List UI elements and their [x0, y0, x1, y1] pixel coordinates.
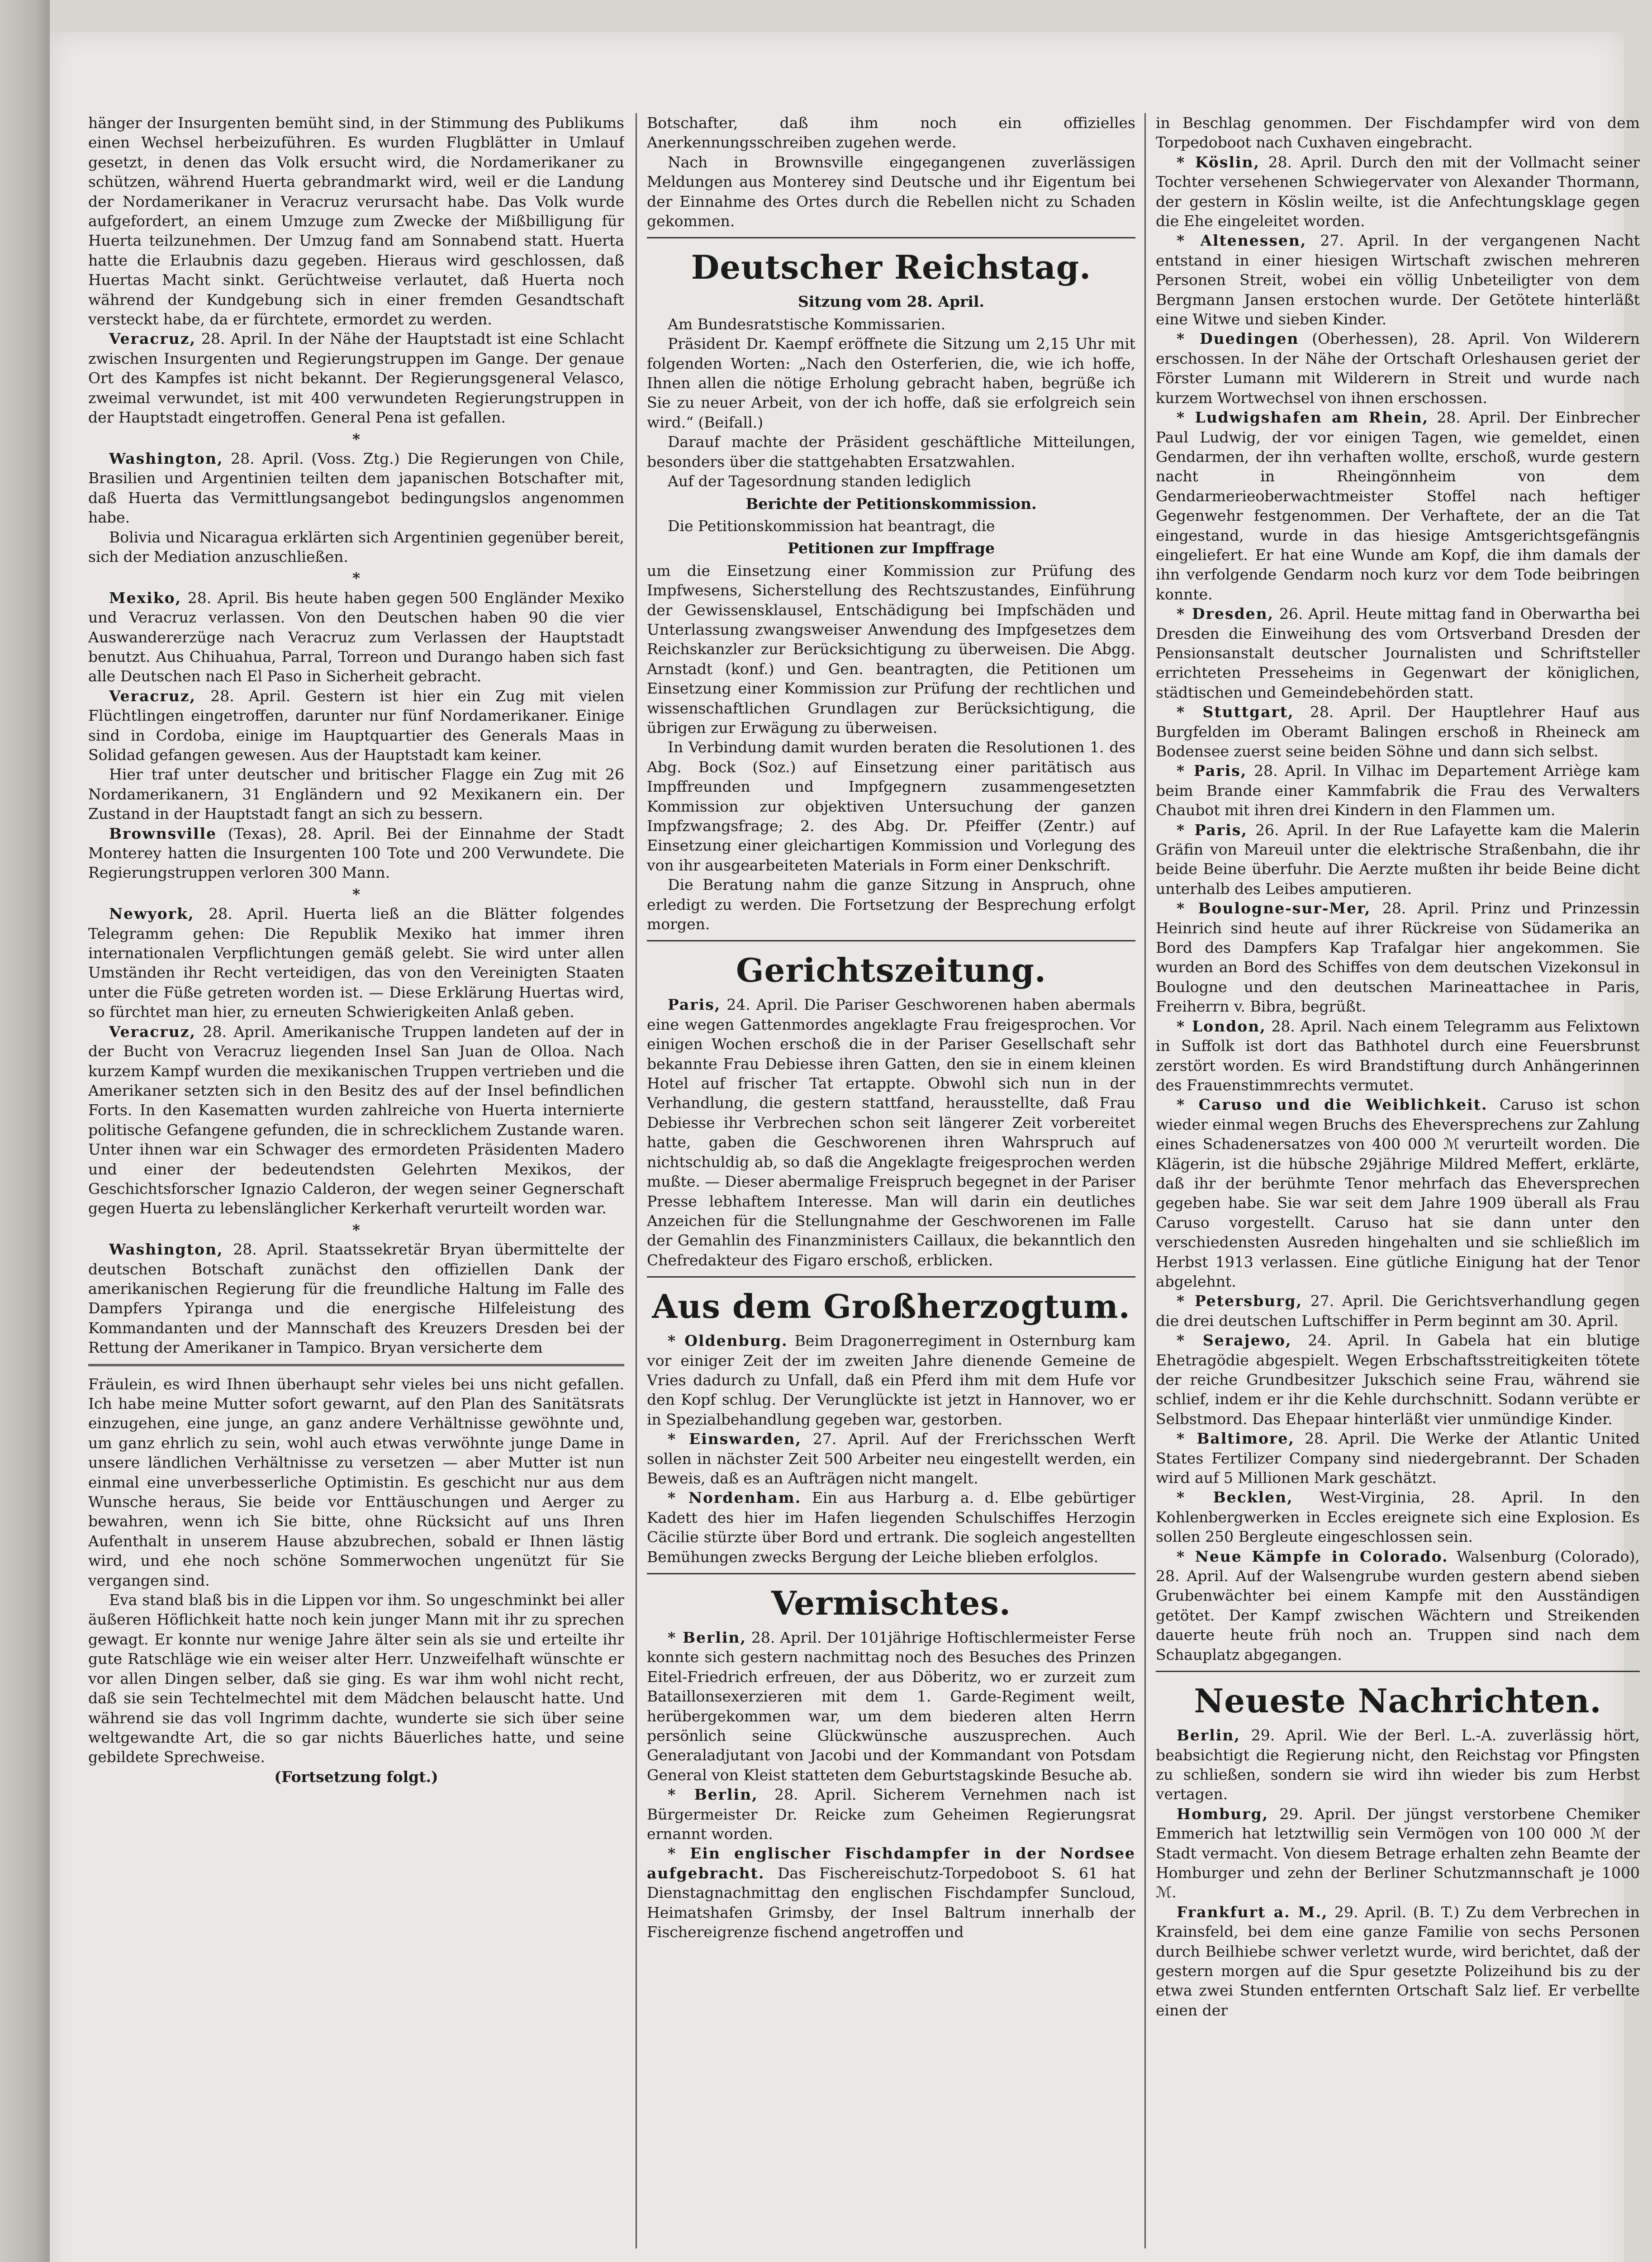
- dateline-place: * Petersburg,: [1177, 1292, 1303, 1310]
- section-divider: [1156, 1671, 1640, 1672]
- article-paragraph: * Berlin, 28. April. Der 101jährige Hoftischlermeister Ferse konnte sich gestern nachmittag noch des Besuches des Prinzen Eitel-Friedrich erfreuen, der aus Döberitz, wo er zurzeit zum Bataillonsexerzieren mit dem 1. Garde-Regiment weilt, herübergekommen war, um dem biederen alten Herrn persönlich seine Glückwünsche auszusprechen. Auch Generaladjutant von Jacobi und der Kommandant von Potsdam General von Kleist statteten dem Geburtstagskinde Besuche ab.: [647, 1629, 1135, 1784]
- article-paragraph: * London, 28. April. Nach einem Telegramm aus Felixtown in Suffolk ist dort das Bathhotel durch eine Feuersbrunst zerstört worden. Es wird Brandstiftung durch Anhängerinnen des Frauenstimmrechts vermutet.: [1156, 1017, 1640, 1094]
- article-paragraph: hänger der Insurgenten bemüht sind, in der Stimmung des Publikums einen Wechsel herbeizuführen. Es wurden Flugblätter in Umlauf gesetzt, in denen das Volk ersucht wird, die Nordamerikaner zu schützen, während Huerta gebrandmarkt wird, weil er die Landung der Nordamerikaner in Veracruz verursacht habe. Das Volk wurde aufgefordert, an einem Umzuge zum Zwecke der Mißbilligung für Huerta teilzunehmen. Der Umzug fand am Sonnabend statt. Huerta hatte die Erlaubnis dazu gegeben. Hieraus wird geschlossen, daß Huertas Macht sinkt. Gerüchtweise verlautet, daß Huerta noch während der Kundgebung sich in einer fremden Gesandtschaft versteckt habe, da er fürchtete, ermordet zu werden.: [88, 114, 624, 328]
- dateline-place: * Oldenburg.: [668, 1332, 788, 1350]
- article-paragraph: Veracruz, 28. April. Gestern ist hier ein Zug mit vielen Flüchtlingen eingetroffen, darunter nur fünf Nordamerikaner. Einige sind in Cordoba, einige im Hauptquartier des Generals Maas in Solidad gefangen gewesen. Aus der Hauptstadt kam keiner.: [88, 687, 624, 764]
- article-paragraph: Washington, 28. April. (Voss. Ztg.) Die Regierungen von Chile, Brasilien und Argentinien teilten dem japanischen Botschafter mit, daß Huerta das Vermittlungsangebot bedingungslos angenommen habe.: [88, 449, 624, 527]
- article-paragraph: * Baltimore, 28. April. Die Werke der Atlantic United States Fertilizer Company sind niedergebrannt. Der Schaden wird auf 5 Millionen Mark geschätzt.: [1156, 1430, 1640, 1487]
- feuilleton-paragraph: Eva stand blaß bis in die Lippen vor ihm. So ungeschminkt bei aller äußeren Höflichkeit hatte noch kein junger Mann mit ihr zu sprechen gewagt. Er konnte nur wenige Jahre älter sein als sie und erteilte ihr gute Ratschläge wie ein weiser alter Herr. Unzweifelhaft wünschte er vor allen Dingen selber, daß sie ging. Es war ihm wohl nicht recht, daß sie sein Techtelmechtel mit dem Mädchen belauscht hatte. Und während sie das voll Ingrimm dachte, wunderte sie sich über seine weltgewandte Art, die so gar nichts Bäuerliches hatte, und seine gebildete Sprechweise.: [88, 1591, 624, 1766]
- dateline-place: Veracruz,: [109, 687, 196, 705]
- article-paragraph: * Berlin, 28. April. Sicherem Vernehmen nach ist Bürgermeister Dr. Reicke zum Geheimen Regierungsrat ernannt worden.: [647, 1786, 1135, 1843]
- dateline-place: * Paris,: [1177, 821, 1248, 839]
- article-paragraph: Am Bundesratstische Kommissarien.: [668, 315, 946, 333]
- dateline-place: * Dresden,: [1177, 605, 1274, 623]
- article-paragraph: * Neue Kämpfe in Colorado. Walsenburg (Colorado), 28. April. Auf der Walsengrube wurden gestern abend sieben Grubenwächter bei einem Kampfe mit den Ausständigen getötet. Der Kampf zwischen Wächtern und Streikenden dauerte heute früh noch an. Truppen sind nach dem Schauplatz abgegangen.: [1156, 1547, 1640, 1663]
- article-paragraph: * Duedingen (Oberhessen), 28. April. Von Wilderern erschossen. In der Nähe der Ortschaft Orleshausen geriet der Förster Lumann mit Wilderern in Streit und wurde nach kurzem Wortwechsel von ihnen erschossen.: [1156, 330, 1640, 407]
- dateline-place: * Berlin,: [668, 1786, 758, 1804]
- article-paragraph: Präsident Dr. Kaempf eröffnete die Sitzung um 2,15 Uhr mit folgenden Worten: „Nach den Osterferien, die, wie ich hoffe, Ihnen allen die nötige Erholung gebracht haben, begrüße ich Sie zu neuer Arbeit, von der ich hoffe, daß sie erfolgreich sein wird.“ (Beifall.): [647, 335, 1135, 431]
- article-paragraph: Nach in Brownsville eingegangenen zuverlässigen Meldungen aus Monterey sind Deutsche und ihr Eigentum bei der Einnahme des Ortes durch die Rebellen nicht zu Schaden gekommen.: [647, 153, 1135, 230]
- dateline-place: Veracruz,: [109, 1022, 196, 1041]
- column-1: [88, 113, 624, 2262]
- column-2: [647, 113, 1135, 2262]
- dateline-place: * Caruso und die Weiblichkeit.: [1177, 1096, 1488, 1114]
- column-rule: [1144, 113, 1146, 2248]
- article-paragraph: * Petersburg, 27. April. Die Gerichtsverhandlung gegen die drei deutschen Luftschiffer in Perm beginnt am 30. April.: [1156, 1292, 1640, 1330]
- article-paragraph: * Boulogne-sur-Mer, 28. April. Prinz und Prinzessin Heinrich sind heute auf ihrer Rückreise von Südamerika an Bord des Dampfers Kap Trafalgar hier angekommen. Sie wurden an Bord des Schiffes von dem deutschen Vizekonsul in Boulogne und den deutschen Marineattachee in Paris, Freiherrn v. Bibra, begrüßt.: [1156, 899, 1640, 1016]
- dateline-place: * Boulogne-sur-Mer,: [1177, 899, 1371, 917]
- article-paragraph: In Verbindung damit wurden beraten die Resolutionen 1. des Abg. Bock (Soz.) auf Einsetzung einer paritätisch aus Impffreunden und Impfgegnern zusammengesetzten Kommission zur objektiven Untersuchung der ganzen Impfzwangsfrage; 2. des Abg. Dr. Pfeiffer (Zentr.) auf Einsetzung einer gleichartigen Kommission und Vorlegung des von ihr ausgearbeiteten Materials in Form einer Denkschrift.: [647, 738, 1135, 874]
- dateline-place: * Köslin,: [1177, 153, 1260, 171]
- column-3: [1156, 113, 1640, 2262]
- article-paragraph: * Ludwigshafen am Rhein, 28. April. Der Einbrecher Paul Ludwig, der vor einigen Tagen, wie gemeldet, einen Gendarmen, der ihn verhaften wollte, erschoß, wurde gestern nacht in Rheingönnheim von dem Gendarmerieoberwachtmeister Stoffel nach heftiger Gegenwehr festgenommen. Der Verhaftete, der an die Tat eingestand, wurde in das hiesige Amtsgerichtsgefängnis eingeliefert. Er hat eine Wunde am Kopf, die ihm damals der ihn verfolgende Gendarm noch kurz vor dem Tode beibringen konnte.: [1156, 409, 1640, 603]
- section-divider: [647, 1276, 1135, 1278]
- dateline-place: * Einswarden,: [668, 1430, 802, 1448]
- dateline-place: Paris,: [668, 996, 721, 1014]
- article-paragraph: Bolivia und Nicaragua erklärten sich Argentinien gegenüber bereit, sich der Mediation anzuschließen.: [88, 528, 624, 566]
- dateline-place: * Duedingen: [1177, 330, 1299, 348]
- article-paragraph: * Dresden, 26. April. Heute mittag fand in Oberwartha bei Dresden die Einweihung des vom Ortsverband Dresden der Pensionsanstalt deutscher Journalisten und Schriftsteller errichteten Presseheims in Gegenwart der königlichen, städtischen und Gemeindebehörden statt.: [1156, 605, 1640, 701]
- dateline-place: Mexiko,: [109, 589, 182, 607]
- section-heading-grossherzogtum: Aus dem Großherzogtum.: [652, 1287, 1130, 1326]
- feuilleton-divider: [88, 1364, 624, 1366]
- dateline-place: * Becklen,: [1177, 1488, 1293, 1506]
- separator-star: *: [352, 430, 361, 448]
- subheading: Sitzung vom 28. April.: [798, 293, 985, 311]
- article-paragraph: * Köslin, 28. April. Durch den mit der Vollmacht seiner Tochter versehenen Schwiegervater von Alexander Thormann, der gestern in Köslin weilte, ist die Anfechtungsklage gegen die Ehe eingeleitet worden.: [1156, 153, 1640, 230]
- article-paragraph: * Stuttgart, 28. April. Der Hauptlehrer Hauf aus Burgfelden im Oberamt Balingen erschoß in Rheineck am Bodensee zuerst seine beiden Söhne und dann sich selbst.: [1156, 703, 1640, 760]
- continuation-note: (Fortsetzung folgt.): [274, 1768, 438, 1786]
- subheading: Petitionen zur Impffrage: [788, 539, 995, 557]
- article-paragraph: Berlin, 29. April. Wie der Berl. L.-A. zuverlässig hört, beabsichtigt die Regierung nicht, den Reichstag vor Pfingsten zu schließen, sondern sie wird ihn wieder bis zum Herbst vertagen.: [1156, 1726, 1640, 1803]
- subheading: Berichte der Petitionskommission.: [745, 494, 1037, 513]
- dateline-place: * Neue Kämpfe in Colorado.: [1177, 1547, 1448, 1565]
- article-paragraph: * Caruso und die Weiblichkeit. Caruso ist schon wieder einmal wegen Bruchs des Eheversprechens zur Zahlung eines Schadenersatzes von 400 000 ℳ verurteilt worden. Die Klägerin, ist die hübsche 29jährige Mildred Meffert, erklärte, daß ihr der berühmte Tenor mehrfach das Eheversprechen gegeben habe. Sie war seit dem Jahre 1909 überall als Frau Caruso vorgestellt. Caruso hat sie dann unter den verschiedensten Ausreden hingehalten und sie schließlich im Herbst 1913 verlassen. Eine gütliche Einigung hat der Tenor abgelehnt.: [1156, 1096, 1640, 1290]
- section-heading-gerichtszeitung: Gerichtszeitung.: [736, 951, 1046, 990]
- article-paragraph: * Serajewo, 24. April. In Gabela hat ein blutige Ehetragödie abgespielt. Wegen Erbschaftsstreitigkeiten tötete der reiche Grundbesitzer Jukschich seine Frau, während sie schlief, indem er ihr die Kehle durchschnitt. Sodann verübte er Selbstmord. Das Ehepaar hinterläßt vier unmündige Kinder.: [1156, 1331, 1640, 1428]
- dateline-place: * London,: [1177, 1017, 1266, 1035]
- dateline-place: * Baltimore,: [1177, 1430, 1295, 1448]
- dateline-place: Washington,: [109, 449, 223, 467]
- article-paragraph: * Paris, 26. April. In der Rue Lafayette kam die Malerin Gräfin von Mareuil unter die elektrische Straßenbahn, die ihr beide Beine überfuhr. Die Aerzte mußten ihr beide Beine dicht unterhalb des Leibes amputieren.: [1156, 821, 1640, 898]
- article-paragraph: Botschafter, daß ihm noch ein offizielles Anerkennungsschreiben zugehen werde.: [647, 114, 1135, 152]
- article-paragraph: * Ein englischer Fischdampfer in der Nordsee aufgebracht. Das Fischereischutz-Torpedoboot S. 61 hat Dienstagnachmittag den englischen Fischdampfer Suncloud, Heimatshafen Grimsby, der Insel Baltrum innerhalb der Fischereigrenze fischend angetroffen und: [647, 1844, 1135, 1941]
- article-paragraph: * Einswarden, 27. April. Auf der Frerichsschen Werft sollen in nächster Zeit 500 Arbeiter neu eingestellt werden, ein Beweis, daß es an Aufträgen nicht mangelt.: [647, 1430, 1135, 1487]
- dateline-place: * Stuttgart,: [1177, 703, 1294, 721]
- section-heading-neueste-nachrichten: Neueste Nachrichten.: [1194, 1682, 1602, 1720]
- article-paragraph: Brownsville (Texas), 28. April. Bei der Einnahme der Stadt Monterey hatten die Insurgenten 100 Tote und 200 Verwundete. Die Regierungstruppen verloren 300 Mann.: [88, 824, 624, 882]
- article-paragraph: Washington, 28. April. Staatssekretär Bryan übermittelte der deutschen Botschaft zunächst den offiziellen Dank der amerikanischen Regierung für die freundliche Haltung im Falle des Dampfers Ypiranga und die energische Hilfeleistung des Kommandanten und der Mannschaft des Kreuzers Dresden bei der Rettung der Amerikaner in Tampico. Bryan versicherte dem: [88, 1240, 624, 1357]
- article-paragraph: Die Beratung nahm die ganze Sitzung in Anspruch, ohne erledigt zu werden. Die Fortsetzung der Besprechung erfolgt morgen.: [647, 876, 1135, 933]
- section-heading-vermischtes: Vermischtes.: [771, 1584, 1011, 1622]
- section-divider: [647, 940, 1135, 941]
- dateline-place: * Berlin,: [668, 1629, 746, 1646]
- section-divider: [647, 1573, 1135, 1574]
- scan-binding-shadow: [0, 0, 50, 2262]
- dateline-place: Frankfurt a. M.,: [1177, 1903, 1328, 1921]
- article-paragraph: Die Petitionskommission hat beantragt, die: [668, 517, 995, 535]
- section-heading-reichstag: Deutscher Reichstag.: [691, 248, 1092, 287]
- article-paragraph: Veracruz, 28. April. Amerikanische Truppen landeten auf der in der Bucht von Veracruz liegenden Insel San Juan de Olloa. Nach kurzem Kampf wurden die mexikanischen Truppen vertrieben und die Amerikaner setzten sich in den Besitz des auf der Insel befindlichen Forts. In den Kasematten wurden zahlreiche von Huerta internierte politische Gefangene gefunden, die in schrecklichem Zustande waren. Unter ihnen war ein Schwager des ermordeten Präsidenten Madero und einer der bedeutendsten Gelehrten Mexikos, der Geschichtsforscher Ignazio Calderon, der wegen seiner Gegnerschaft gegen Huerta zu lebenslänglicher Kerkerhaft verurteilt worden war.: [88, 1022, 624, 1217]
- article-paragraph: * Altenessen, 27. April. In der vergangenen Nacht entstand in einer hiesigen Wirtschaft zwischen mehreren Personen Streit, wobei ein völlig Unbeteiligter von dem Bergmann Jansen erstochen wurde. Der Getötete hinterläßt eine Witwe und sieben Kinder.: [1156, 232, 1640, 328]
- article-paragraph: Paris, 24. April. Die Pariser Geschworenen haben abermals eine wegen Gattenmordes angeklagte Frau freigesprochen. Vor einigen Wochen erschoß die in der Pariser Gesellschaft sehr bekannte Frau Debiesse ihren Gatten, den sie in einem kleinen Hotel auf frischer Tat ertappte. Obwohl sich nun in der Verhandlung, die gestern stattfand, herausstellte, daß Frau Debiesse ihr Verbrechen schon seit längerer Zeit vorbereitet hatte, gaben die Geschworenen ihren Wahrspruch auf nichtschuldig ab, so daß die Angeklagte freigesprochen werden mußte. — Dieser abermalige Freispruch begegnet in der Pariser Presse lebhaftem Interesse. Man will darin ein deutliches Anzeichen für die Stellungnahme der Geschworenen im Falle der Gemahlin des Finanzministers Caillaux, die bekanntlich den Chefredakteur des Figaro erschoß, erblicken.: [647, 996, 1135, 1269]
- article-paragraph: Newyork, 28. April. Huerta ließ an die Blätter folgendes Telegramm gehen: Die Republik Mexiko hat immer ihren internationalen Verpflichtungen gemäß gelebt. Sie wird unter allen Umständen ihr Recht verteidigen, das von den Vereinigten Staaten unter die Füße getreten worden ist. — Diese Erklärung Huertas wird, so fürchtet man hier, zu erneuten Schwierigkeiten Anlaß geben.: [88, 905, 624, 1021]
- dateline-place: Berlin,: [1177, 1726, 1240, 1744]
- feuilleton-paragraph: Fräulein, es wird Ihnen überhaupt sehr vieles bei uns nicht gefallen. Ich habe meine Mutter sofort gewarnt, auf den Plan des Sanitätsrats einzugehen, eine junge, an ganz andere Verhältnisse gewöhnte und, um ganz ehrlich zu sein, wohl auch etwas verwöhnte junge Dame in unsere ländlichen Verhältnisse zu versetzen — aber Mutter ist nun einmal eine unverbesserliche Optimistin. Es geschicht nur aus dem Wunsche heraus, Sie beide vor Enttäuschungen und Aerger zu bewahren, wenn ich Sie bitte, ohne Rücksicht auf uns Ihren Aufenthalt in unserem Hause abzubrechen, sobald er Ihnen lästig wird, und ehe noch schöne Sommerwochen ungenützt für Sie vergangen sind.: [88, 1375, 624, 1589]
- dateline-place: * Ludwigshafen am Rhein,: [1177, 409, 1429, 427]
- dateline-place: * Serajewo,: [1177, 1331, 1292, 1350]
- dateline-place: Homburg,: [1177, 1805, 1269, 1823]
- dateline-place: * Ein englischer Fischdampfer in der Nordsee aufgebracht.: [647, 1844, 1135, 1882]
- dateline-place: Veracruz,: [109, 330, 196, 348]
- article-paragraph: * Becklen, West-Virginia, 28. April. In den Kohlenbergwerken in Eccles ereignete sich eine Explosion. Es sollen 250 Bergleute eingeschlossen sein.: [1156, 1488, 1640, 1546]
- separator-star: *: [352, 885, 361, 903]
- dateline-place: Newyork,: [109, 905, 195, 923]
- article-paragraph: * Paris, 28. April. In Vilhac im Departement Arriège kam beim Brande einer Kammfabrik die Frau des Verwalters Chaubot mit ihren drei Kindern in den Flammen um.: [1156, 762, 1640, 819]
- separator-star: *: [352, 569, 361, 587]
- article-paragraph: um die Einsetzung einer Kommission zur Prüfung des Impfwesens, Sicherstellung des Rechtszustandes, Einführung der Gewissensklausel, Entschädigung bei Impfschäden und Unterlassung zwangsweiser Anwendung des Impfgesetzes dem Reichskanzler zur Berücksichtigung zu überweisen. Die Abgg. Arnstadt (konf.) und Gen. beantragten, die Petitionen um Einsetzung einer Kommission zur Prüfung der rechtlichen und wissenschaftlichen Grundlagen zur Berücksichtigung, die übrigen zur Erwägung zu überweisen.: [647, 561, 1135, 737]
- article-paragraph: * Oldenburg. Beim Dragonerregiment in Osternburg kam vor einiger Zeit der im zweiten Jahre dienende Gemeine de Vries dadurch zu Unfall, daß ein Pferd ihm mit dem Hufe vor den Kopf schlug. Der Verunglückte ist jetzt in Hannover, wo er in Spezialbehandlung gegeben war, gestorben.: [647, 1332, 1135, 1428]
- dateline-place: Washington,: [109, 1240, 223, 1259]
- dateline-place: * Paris,: [1177, 762, 1247, 780]
- separator-star: *: [352, 1221, 361, 1239]
- article-paragraph: Darauf machte der Präsident geschäftliche Mitteilungen, besonders über die stattgehabten Ersatzwahlen.: [647, 433, 1135, 470]
- article-paragraph: Hier traf unter deutscher und britischer Flagge ein Zug mit 26 Nordamerikanern, 31 Engländern und 92 Mexikanern ein. Der Zustand in der Hauptstadt fangt an sich zu bessern.: [88, 765, 624, 823]
- article-paragraph: * Nordenham. Ein aus Harburg a. d. Elbe gebürtiger Kadett des hier im Hafen liegenden Schulschiffes Herzogin Cäcilie stürzte über Bord und ertrank. Die sogleich angestellten Bemühungen zwecks Bergung der Leiche blieben erfolglos.: [647, 1489, 1135, 1566]
- article-paragraph: Veracruz, 28. April. In der Nähe der Hauptstadt ist eine Schlacht zwischen Insurgenten und Regierungstruppen im Gange. Der genaue Ort des Kampfes ist nicht bekannt. Der Regierungsgeneral Velasco, zweimal verwundet, ist mit 400 verwundeten Regierungstruppen in der Hauptstadt eingetroffen. General Pena ist gefallen.: [88, 330, 624, 427]
- dateline-place: * Altenessen,: [1177, 232, 1307, 250]
- section-divider: [647, 237, 1135, 238]
- dateline-place: Brownsville: [109, 824, 217, 842]
- article-paragraph: Frankfurt a. M., 29. April. (B. T.) Zu dem Verbrechen in Krainsfeld, bei dem eine ganze Familie von sechs Personen durch Beilhiebe schwer verletzt wurde, wird berichtet, daß der gestern morgen auf die Spur gesetzte Polizeihund bis zu der etwa zwei Stunden entfernten Ortschaft Salz lief. Er verbellte einen der: [1156, 1903, 1640, 2019]
- article-paragraph: in Beschlag genommen. Der Fischdampfer wird von dem Torpedoboot nach Cuxhaven eingebracht.: [1156, 114, 1640, 152]
- article-paragraph: Mexiko, 28. April. Bis heute haben gegen 500 Engländer Mexiko und Veracruz verlassen. Von den Deutschen haben 90 die vier Auswandererzüge nach Veracruz zum Verlassen der Hauptstadt benutzt. Aus Chihuahua, Parral, Torreon und Durango haben sich fast alle Deutschen nach El Paso in Sicherheit gebracht.: [88, 589, 624, 685]
- dateline-place: * Nordenham.: [668, 1489, 802, 1507]
- column-rule: [636, 113, 637, 2248]
- article-paragraph: Auf der Tagesordnung standen lediglich: [668, 472, 971, 490]
- article-paragraph: Homburg, 29. April. Der jüngst verstorbene Chemiker Emmerich hat letztwillig sein Vermögen von 100 000 ℳ der Stadt vermacht. Von diesem Betrage erhalten zehn Beamte der Homburger und zehn der Berliner Schutzmannschaft je 1000 ℳ.: [1156, 1805, 1640, 1901]
